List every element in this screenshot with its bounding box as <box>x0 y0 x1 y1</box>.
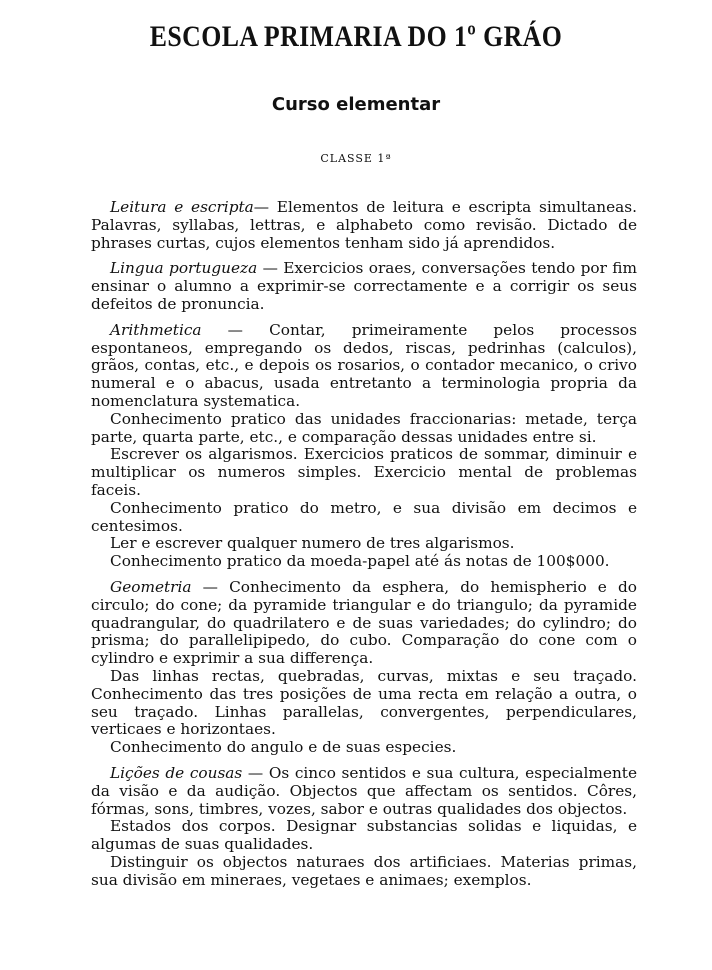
class-heading: CLASSE 1ª <box>320 152 392 165</box>
paragraph-text: Ler e escrever qualquer numero de tres algarismos. <box>110 534 515 553</box>
paragraph-text: Conhecimento do angulo e de suas especies. <box>110 738 457 757</box>
paragraph-text: — Elementos de leitura e escripta simultaneas. Palavras, syllabas, lettras, e alphabeto como revisão. Dictado de phrases curtas, cujos elementos tenham sido já aprendidos. <box>91 198 637 252</box>
paragraph-angulo <box>91 739 637 757</box>
paragraph-label: Lingua portugueza <box>110 259 258 278</box>
paragraph-text: Conhecimento pratico da moeda-papel até ás notas de 100$000. <box>110 552 610 571</box>
paragraph-text: Conhecimento pratico do metro, e sua divisão em decimos e centesimos. <box>91 498 637 535</box>
paragraph-text: Distinguir os objectos naturaes dos artificiaes. Materias primas, sua divisão em mineraes, vegetaes e animaes; exemplos. <box>91 852 637 889</box>
paragraph-distinguir <box>91 854 637 890</box>
paragraph-text: — Conhecimento da esphera, do hemispherio e do circulo; do cone; da pyramide triangular e do triangulo; da pyramide quadrangular, do quadrilatero e de suas variedades; do cylindro; do prisma; do parallelipipedo, do cubo. Comparação do cone com o cylindro e exprimir a sua differença. <box>91 577 637 668</box>
paragraph-arithmetica <box>91 322 637 411</box>
paragraph-label: Leitura e escripta <box>110 198 254 216</box>
paragraph-algarismos <box>91 446 637 499</box>
paragraph-text: — Exercicios oraes, conversações tendo por fim ensinar o alumno a exprimir-se correctamente e a corrigir os seus defeitos de pronuncia. <box>91 259 637 313</box>
paragraph-text: Das linhas rectas, quebradas, curvas, mixtas e seu traçado. Conhecimento das tres posições de uma recta em relação a outra, o seu traçado. Linhas parallelas, convergentes, perpendiculares, verticaes e horizontaes. <box>91 666 637 739</box>
paragraph-metro <box>91 500 637 536</box>
document-body <box>91 199 637 889</box>
paragraph-geometria <box>91 579 637 668</box>
paragraph-label: Arithmetica <box>110 320 202 339</box>
paragraph-text: Escrever os algarismos. Exercicios praticos de sommar, diminuir e multiplicar os numeros simples. Exercicio mental de problemas faceis. <box>91 445 637 499</box>
paragraph-text: Estados dos corpos. Designar substancias solidas e liquidas, e algumas de suas qualidades. <box>91 817 637 854</box>
paragraph-leitura <box>91 199 637 252</box>
page-subtitle: Curso elementar <box>271 94 441 115</box>
paragraph-text: — Os cinco sentidos e sua cultura, especialmente da visão e da audição. Objectos que affectam os sentidos. Côres, fórmas, sons, timbres, vozes, sabor e outras qualidades dos objectos. <box>91 763 637 818</box>
page-title: ESCOLA PRIMARIA DO 1º GRÁO <box>149 20 563 53</box>
paragraph-label: Lições de cousas <box>110 763 243 782</box>
paragraph-text: Conhecimento pratico das unidades fraccionarias: metade, terça parte, quarta parte, etc., e comparação dessas unidades entre si. <box>91 409 637 446</box>
paragraph-moeda <box>91 553 637 571</box>
paragraph-estados <box>91 818 637 854</box>
paragraph-licoes <box>91 765 637 818</box>
paragraph-ler-escrever <box>91 535 637 553</box>
paragraph-linhas <box>91 668 637 739</box>
paragraph-fraccionarias <box>91 411 637 447</box>
paragraph-label: Geometria <box>110 577 192 596</box>
paragraph-text: — Contar, primeiramente pelos processos espontaneos, empregando os dedos, riscas, pedrinhas (calculos), grãos, contas, etc., e depois os rosarios, o contador mecanico, o crivo numeral e o abacus, usada entretanto a terminologia propria da nomenclatura systematica. <box>91 320 637 410</box>
paragraph-lingua <box>91 260 637 313</box>
